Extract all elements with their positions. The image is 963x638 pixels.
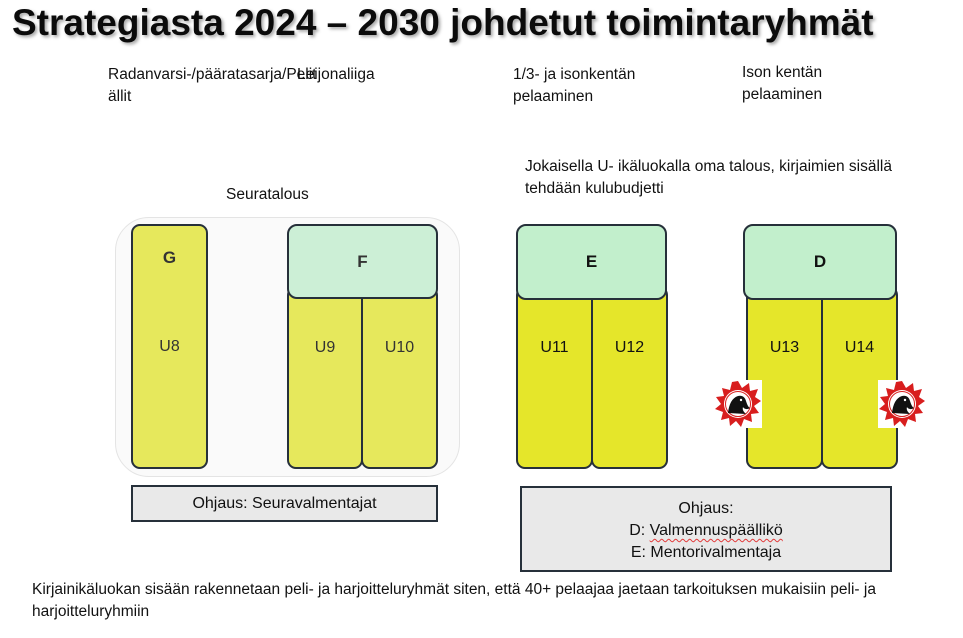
age-group-u12: U12 xyxy=(614,338,645,356)
group-g-column xyxy=(131,224,208,469)
group-f-label: F xyxy=(357,251,368,271)
age-group-u9: U9 xyxy=(314,338,336,356)
category-label-radanvarsi: Radanvarsi-/pääratasarja/Pelit ällit xyxy=(108,66,317,105)
group-e-header xyxy=(516,224,667,300)
guidance-left-text: Ohjaus: Seuravalmentajat xyxy=(192,495,377,512)
category-label-leijonaliiga: Leijonaliiga xyxy=(297,66,375,83)
group-g-label: G xyxy=(162,248,177,267)
club-finance-label: Seuratalous xyxy=(226,186,309,203)
age-group-u11: U11 xyxy=(540,338,569,356)
footer-note: Kirjainikäluokan sisään rakennetaan peli- ja harjoitteluryhmät siten, että 40+ pelaajaa jaetaan tarkoituksen mukaisiin peli- ja harjoitteluryhmiin xyxy=(32,581,876,620)
club-logo-icon xyxy=(878,380,926,428)
guidance-right-e-line: E: Mentorivalmentaja xyxy=(630,544,782,561)
age-group-u10-column xyxy=(361,286,438,469)
guidance-left-box xyxy=(131,485,438,522)
budget-note: Jokaisella U- ikäluokalla oma talous, kirjaimien sisällä tehdään kulubudjetti xyxy=(525,158,892,197)
group-e-label: E xyxy=(585,252,598,271)
guidance-d-role: Valmennuspäällikö xyxy=(649,522,783,539)
category-label-big-field: Ison kentän pelaaminen xyxy=(742,64,823,103)
age-group-u14: U14 xyxy=(844,338,875,356)
age-group-u10: U10 xyxy=(384,338,415,356)
group-f-header xyxy=(287,224,438,299)
age-group-u12-column xyxy=(591,286,668,469)
age-group-u8: U8 xyxy=(159,337,180,355)
guidance-right-box xyxy=(520,486,892,572)
group-d-header xyxy=(743,224,897,300)
age-group-u13-column xyxy=(746,286,823,469)
page-title: Strategiasta 2024 – 2030 johdetut toimintaryhmät xyxy=(12,2,874,43)
club-logo-icon xyxy=(714,380,762,428)
guidance-right-d-line xyxy=(522,520,890,542)
age-group-u14-column xyxy=(821,286,898,469)
guidance-right-heading: Ohjaus: xyxy=(678,500,734,517)
group-d-label: D xyxy=(813,252,827,271)
age-group-u9-column xyxy=(287,286,363,469)
category-label-small-field: 1/3- ja isonkentän pelaaminen xyxy=(513,66,636,105)
guidance-d-prefix: D: xyxy=(629,522,650,539)
age-group-u11-column xyxy=(516,286,593,469)
age-group-u13: U13 xyxy=(769,338,800,356)
